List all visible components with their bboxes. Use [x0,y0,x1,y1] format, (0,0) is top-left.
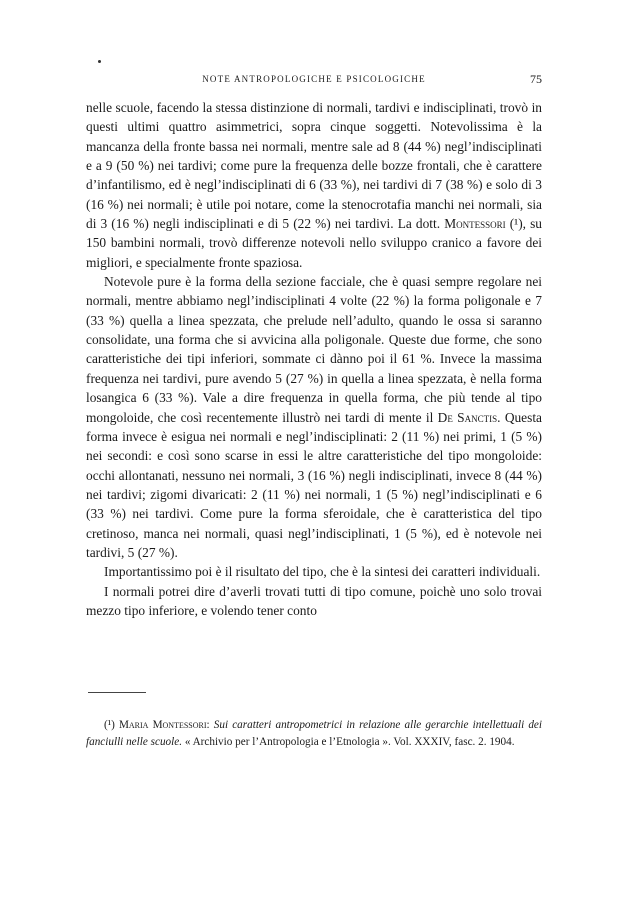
footnote-source: « Archivio per l’Antropologia e l’Etnologia ». Vol. XXXIV, fasc. 2. 1904. [182,736,515,748]
author-name-montessori: Montessori [444,216,506,232]
paragraph-1 [86,98,542,272]
paragraph-2-text-b: . Questa forma invece è esigua nei normali e negl’indisciplinati: 2 (11 %) nei primi, 1 (5 %) nei secondi: e così sono scarse in essi le altre caratteristiche del tipo mongoloide: occhi allontanati, nessuno nei normali, 3 (16 %) negli indisciplinati, invece 8 (44 %) nei tardivi; zigomi divaricati: 2 (11 %) nei normali, 1 (5 %) negl’indisciplinati e 6 (33 %) nei tardivi. Come pure la forma sferoidale, che è caratteristica del tipo cretinoso, manca nei normali, quasi negl’indisciplinati, 1 (5 %), ed è notevole nei tardivi, 5 (27 %). [86,409,542,560]
footnote-title: Sui caratteri antropometrici in relazione alle gerarchie intellettuali dei fanciulli nelle scuole. [86,719,542,748]
paragraph-4: I normali potrei dire d’averli trovati tutti di tipo comune, poichè uno solo trovai mezzo tipo inferiore, e volendo tener conto [86,583,542,618]
print-speck [98,60,101,63]
paragraph-1-text-b: (¹), su 150 bambini normali, trovò differenze notevoli nello sviluppo cranico a favore dei migliori, e specialmente fronte spaziosa. [86,216,543,270]
paragraph-3: Importantissimo poi è il risultato del tipo, che è la sintesi dei caratteri individuali. [104,564,541,580]
footnote-author: Maria Montessori [118,719,207,731]
running-header [86,74,542,88]
paragraph-2-text-a: Notevole pure è la forma della sezione facciale, che è quasi sempre regolare nei normali, mentre abbiamo negl’indisciplinati 4 volte (22 %) la forma poligonale e 7 (33 %) quella a linea spezzata, che prelude nell’adulto, quando le ossa si saranno consolidate, una forma che si avvicina alla poligonale. Queste due forme, che sono caratteristiche dei tipi inferiori, sommate ci dànno poi il 61 %. Invece la massima frequenza nei tardivi, pure avendo 5 (27 %) in quella a linea spezzata, è nella forma losangica 6 (33 %). Vale a dire frequenza in quella forma, che più tende al tipo mongoloide, che così recentemente illustrò nei tardi di mente il [86,274,542,425]
body-text [86,98,542,620]
footnote [86,717,542,751]
paragraph-2 [86,272,542,562]
footnote-marker: (¹) [104,719,119,731]
running-title: NOTE ANTROPOLOGICHE E PSICOLOGICHE [202,74,426,84]
footnote-divider [88,692,146,693]
paragraph-1-text-a: nelle scuole, facendo la stessa distinzione di normali, tardivi e indisciplinati, trovò in questi ultimi quattro asimmetrici, sopra cinque soggetti. Notevolissima è la mancanza della fronte bassa nei normali, mentre sale ad 8 (44 %) negl’indisciplinati e a 9 (50 %) nei tardivi; come pure la frequenza delle bozze frontali, che è carattere d’infantilismo, ed è negl’indisciplinati di 6 (33 %), nei tardivi di 7 (38 %) e solo di 3 (16 %) nei normali; è utile poi notare, come la stenocrotafia manchi nei normali, sia di 3 (16 %) negli indisciplinati e di 5 (22 %) nei tardivi. La dott. [86,100,542,232]
footnote-separator: : [206,719,214,731]
author-name-de-sanctis: De Sanctis [437,409,498,425]
page-number: 75 [530,72,542,86]
